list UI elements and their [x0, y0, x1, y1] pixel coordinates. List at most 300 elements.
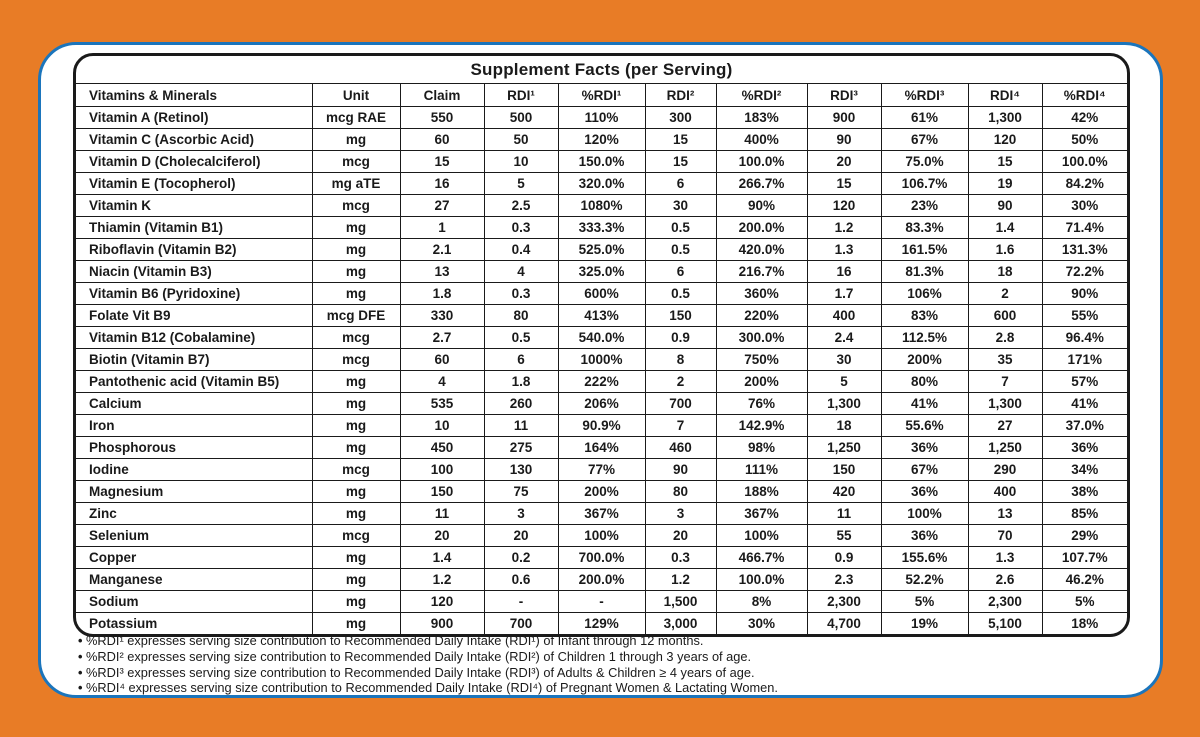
- value-cell: 5%: [881, 591, 968, 613]
- column-header-unit: Unit: [312, 84, 400, 107]
- value-cell: 7: [968, 371, 1042, 393]
- value-cell: 30%: [716, 613, 807, 635]
- nutrient-name-cell: Vitamin K: [76, 195, 312, 217]
- value-cell: 13: [400, 261, 484, 283]
- value-cell: 3,000: [645, 613, 716, 635]
- nutrient-name-cell: Iron: [76, 415, 312, 437]
- value-cell: 1080%: [558, 195, 645, 217]
- value-cell: 3: [645, 503, 716, 525]
- value-cell: 80: [484, 305, 558, 327]
- value-cell: 30: [645, 195, 716, 217]
- value-cell: 42%: [1042, 107, 1127, 129]
- value-cell: 1: [400, 217, 484, 239]
- value-cell: mcg: [312, 349, 400, 371]
- value-cell: 11: [400, 503, 484, 525]
- nutrient-name-cell: Biotin (Vitamin B7): [76, 349, 312, 371]
- value-cell: 400: [807, 305, 881, 327]
- nutrient-name-cell: Copper: [76, 547, 312, 569]
- value-cell: 5: [807, 371, 881, 393]
- value-cell: 1,300: [968, 107, 1042, 129]
- value-cell: 161.5%: [881, 239, 968, 261]
- nutrient-name-cell: Calcium: [76, 393, 312, 415]
- supplement-facts-table-frame: [73, 53, 1130, 637]
- table-row: [76, 591, 1127, 613]
- value-cell: 120: [968, 129, 1042, 151]
- value-cell: 0.2: [484, 547, 558, 569]
- value-cell: 1000%: [558, 349, 645, 371]
- value-cell: mg: [312, 481, 400, 503]
- value-cell: 0.3: [484, 283, 558, 305]
- value-cell: 2.4: [807, 327, 881, 349]
- value-cell: 27: [400, 195, 484, 217]
- footnote-rdi4: • %RDI⁴ expresses serving size contribution to Recommended Daily Intake (RDI⁴) of Pregnant Women & Lactating Women.: [78, 680, 778, 696]
- column-header-claim: Claim: [400, 84, 484, 107]
- nutrient-name-cell: Zinc: [76, 503, 312, 525]
- value-cell: 90.9%: [558, 415, 645, 437]
- value-cell: 55%: [1042, 305, 1127, 327]
- value-cell: 15: [968, 151, 1042, 173]
- column-header-rdi4: RDI⁴: [968, 84, 1042, 107]
- nutrient-name-cell: Selenium: [76, 525, 312, 547]
- value-cell: 100.0%: [1042, 151, 1127, 173]
- value-cell: 41%: [881, 393, 968, 415]
- value-cell: mg: [312, 239, 400, 261]
- value-cell: 200%: [558, 481, 645, 503]
- value-cell: 11: [807, 503, 881, 525]
- value-cell: 333.3%: [558, 217, 645, 239]
- table-title: Supplement Facts (per Serving): [470, 60, 733, 79]
- value-cell: 2.7: [400, 327, 484, 349]
- value-cell: 16: [400, 173, 484, 195]
- value-cell: 142.9%: [716, 415, 807, 437]
- value-cell: 8: [645, 349, 716, 371]
- value-cell: 36%: [881, 437, 968, 459]
- value-cell: 70: [968, 525, 1042, 547]
- value-cell: 155.6%: [881, 547, 968, 569]
- table-row: [76, 217, 1127, 239]
- value-cell: 1.4: [400, 547, 484, 569]
- value-cell: 0.9: [645, 327, 716, 349]
- value-cell: 18%: [1042, 613, 1127, 635]
- value-cell: 85%: [1042, 503, 1127, 525]
- value-cell: 60: [400, 129, 484, 151]
- value-cell: 18: [807, 415, 881, 437]
- value-cell: 106.7%: [881, 173, 968, 195]
- value-cell: 83.3%: [881, 217, 968, 239]
- value-cell: -: [484, 591, 558, 613]
- value-cell: 20: [484, 525, 558, 547]
- value-cell: 183%: [716, 107, 807, 129]
- value-cell: 320.0%: [558, 173, 645, 195]
- value-cell: 37.0%: [1042, 415, 1127, 437]
- value-cell: 700: [484, 613, 558, 635]
- value-cell: 10: [400, 415, 484, 437]
- table-row: [76, 261, 1127, 283]
- value-cell: 5%: [1042, 591, 1127, 613]
- value-cell: 500: [484, 107, 558, 129]
- table-header: [76, 84, 1127, 107]
- value-cell: 16: [807, 261, 881, 283]
- column-header-rdi2: RDI²: [645, 84, 716, 107]
- value-cell: mg: [312, 129, 400, 151]
- value-cell: 36%: [881, 481, 968, 503]
- value-cell: 100%: [716, 525, 807, 547]
- value-cell: 20: [400, 525, 484, 547]
- value-cell: mg: [312, 437, 400, 459]
- nutrient-name-cell: Manganese: [76, 569, 312, 591]
- table-row: [76, 349, 1127, 371]
- value-cell: 1,300: [807, 393, 881, 415]
- value-cell: 30: [807, 349, 881, 371]
- value-cell: 36%: [1042, 437, 1127, 459]
- value-cell: 0.9: [807, 547, 881, 569]
- value-cell: 57%: [1042, 371, 1127, 393]
- footnote-rdi3: • %RDI³ expresses serving size contribution to Recommended Daily Intake (RDI³) of Adults & Children ≥ 4 years of age.: [78, 665, 778, 681]
- value-cell: 100.0%: [716, 151, 807, 173]
- value-cell: 110%: [558, 107, 645, 129]
- value-cell: 535: [400, 393, 484, 415]
- nutrient-name-cell: Potassium: [76, 613, 312, 635]
- nutrient-name-cell: Thiamin (Vitamin B1): [76, 217, 312, 239]
- value-cell: 188%: [716, 481, 807, 503]
- value-cell: mg: [312, 283, 400, 305]
- value-cell: 1.3: [807, 239, 881, 261]
- value-cell: 300: [645, 107, 716, 129]
- value-cell: 6: [645, 261, 716, 283]
- table-row: [76, 151, 1127, 173]
- value-cell: 84.2%: [1042, 173, 1127, 195]
- value-cell: mcg DFE: [312, 305, 400, 327]
- column-header-pct-rdi4: %RDI⁴: [1042, 84, 1127, 107]
- nutrient-name-cell: Niacin (Vitamin B3): [76, 261, 312, 283]
- value-cell: 266.7%: [716, 173, 807, 195]
- footnote-rdi1: • %RDI¹ expresses serving size contribution to Recommended Daily Intake (RDI¹) of Infant through 12 months.: [78, 633, 778, 649]
- value-cell: mcg: [312, 195, 400, 217]
- value-cell: 1,300: [968, 393, 1042, 415]
- value-cell: 67%: [881, 459, 968, 481]
- value-cell: mg: [312, 547, 400, 569]
- value-cell: 1.7: [807, 283, 881, 305]
- nutrient-name-cell: Pantothenic acid (Vitamin B5): [76, 371, 312, 393]
- nutrient-name-cell: Sodium: [76, 591, 312, 613]
- value-cell: 700: [645, 393, 716, 415]
- value-cell: 300.0%: [716, 327, 807, 349]
- value-cell: 4: [484, 261, 558, 283]
- value-cell: 41%: [1042, 393, 1127, 415]
- column-header-rdi1: RDI¹: [484, 84, 558, 107]
- value-cell: mg aTE: [312, 173, 400, 195]
- value-cell: 1.4: [968, 217, 1042, 239]
- table-row: [76, 195, 1127, 217]
- value-cell: 1.8: [484, 371, 558, 393]
- nutrient-name-cell: Phosphorous: [76, 437, 312, 459]
- column-header-pct-rdi2: %RDI²: [716, 84, 807, 107]
- value-cell: 275: [484, 437, 558, 459]
- value-cell: 4,700: [807, 613, 881, 635]
- table-body: [76, 107, 1127, 635]
- value-cell: 13: [968, 503, 1042, 525]
- value-cell: 0.5: [484, 327, 558, 349]
- value-cell: mg: [312, 393, 400, 415]
- value-cell: 81.3%: [881, 261, 968, 283]
- value-cell: 330: [400, 305, 484, 327]
- value-cell: 90: [645, 459, 716, 481]
- value-cell: 200%: [716, 371, 807, 393]
- value-cell: 15: [645, 129, 716, 151]
- nutrient-name-cell: Vitamin C (Ascorbic Acid): [76, 129, 312, 151]
- table-row: [76, 283, 1127, 305]
- value-cell: mg: [312, 503, 400, 525]
- value-cell: 164%: [558, 437, 645, 459]
- value-cell: 420.0%: [716, 239, 807, 261]
- column-header-vitamins-minerals: Vitamins & Minerals: [76, 84, 312, 107]
- value-cell: 150: [400, 481, 484, 503]
- value-cell: 35: [968, 349, 1042, 371]
- value-cell: 220%: [716, 305, 807, 327]
- value-cell: 222%: [558, 371, 645, 393]
- value-cell: 15: [807, 173, 881, 195]
- value-cell: 2.8: [968, 327, 1042, 349]
- value-cell: 50: [484, 129, 558, 151]
- value-cell: 106%: [881, 283, 968, 305]
- value-cell: 600: [968, 305, 1042, 327]
- value-cell: 420: [807, 481, 881, 503]
- value-cell: 38%: [1042, 481, 1127, 503]
- value-cell: 200.0%: [716, 217, 807, 239]
- value-cell: 67%: [881, 129, 968, 151]
- table-row: [76, 459, 1127, 481]
- table-row: [76, 547, 1127, 569]
- supplement-facts-table: [76, 83, 1127, 634]
- value-cell: 6: [484, 349, 558, 371]
- value-cell: 1.3: [968, 547, 1042, 569]
- value-cell: 600%: [558, 283, 645, 305]
- value-cell: 7: [645, 415, 716, 437]
- nutrient-name-cell: Vitamin A (Retinol): [76, 107, 312, 129]
- table-row: [76, 525, 1127, 547]
- value-cell: 52.2%: [881, 569, 968, 591]
- value-cell: 98%: [716, 437, 807, 459]
- value-cell: 2.1: [400, 239, 484, 261]
- nutrient-name-cell: Vitamin D (Cholecalciferol): [76, 151, 312, 173]
- value-cell: 72.2%: [1042, 261, 1127, 283]
- value-cell: 0.3: [484, 217, 558, 239]
- value-cell: 400: [968, 481, 1042, 503]
- value-cell: 20: [807, 151, 881, 173]
- value-cell: 15: [400, 151, 484, 173]
- table-row: [76, 437, 1127, 459]
- nutrient-name-cell: Vitamin E (Tocopherol): [76, 173, 312, 195]
- value-cell: 0.6: [484, 569, 558, 591]
- value-cell: 1,500: [645, 591, 716, 613]
- nutrient-name-cell: Vitamin B12 (Cobalamine): [76, 327, 312, 349]
- value-cell: 6: [645, 173, 716, 195]
- value-cell: 1.8: [400, 283, 484, 305]
- value-cell: 900: [807, 107, 881, 129]
- value-cell: 466.7%: [716, 547, 807, 569]
- value-cell: 30%: [1042, 195, 1127, 217]
- value-cell: 75: [484, 481, 558, 503]
- value-cell: mg: [312, 591, 400, 613]
- nutrient-name-cell: Riboflavin (Vitamin B2): [76, 239, 312, 261]
- value-cell: 200.0%: [558, 569, 645, 591]
- table-row: [76, 569, 1127, 591]
- value-cell: mg: [312, 613, 400, 635]
- value-cell: 400%: [716, 129, 807, 151]
- value-cell: 0.3: [645, 547, 716, 569]
- value-cell: 100.0%: [716, 569, 807, 591]
- table-row: [76, 173, 1127, 195]
- value-cell: 90%: [1042, 283, 1127, 305]
- value-cell: 34%: [1042, 459, 1127, 481]
- value-cell: 90: [968, 195, 1042, 217]
- value-cell: 129%: [558, 613, 645, 635]
- value-cell: 100%: [558, 525, 645, 547]
- value-cell: 20: [645, 525, 716, 547]
- value-cell: 150: [807, 459, 881, 481]
- value-cell: 4: [400, 371, 484, 393]
- value-cell: 90%: [716, 195, 807, 217]
- value-cell: 450: [400, 437, 484, 459]
- value-cell: -: [558, 591, 645, 613]
- value-cell: 76%: [716, 393, 807, 415]
- value-cell: 0.5: [645, 239, 716, 261]
- value-cell: 75.0%: [881, 151, 968, 173]
- value-cell: 1.6: [968, 239, 1042, 261]
- value-cell: 171%: [1042, 349, 1127, 371]
- value-cell: 367%: [716, 503, 807, 525]
- header-row: [76, 84, 1127, 107]
- value-cell: 120%: [558, 129, 645, 151]
- value-cell: 77%: [558, 459, 645, 481]
- value-cell: 2: [968, 283, 1042, 305]
- value-cell: 80%: [881, 371, 968, 393]
- supplement-facts-card: [38, 42, 1163, 698]
- value-cell: 2,300: [968, 591, 1042, 613]
- value-cell: 413%: [558, 305, 645, 327]
- value-cell: 96.4%: [1042, 327, 1127, 349]
- value-cell: 120: [807, 195, 881, 217]
- table-row: [76, 613, 1127, 635]
- value-cell: mg: [312, 371, 400, 393]
- column-header-pct-rdi3: %RDI³: [881, 84, 968, 107]
- value-cell: 107.7%: [1042, 547, 1127, 569]
- value-cell: 15: [645, 151, 716, 173]
- value-cell: mcg RAE: [312, 107, 400, 129]
- value-cell: 260: [484, 393, 558, 415]
- value-cell: 100: [400, 459, 484, 481]
- value-cell: 11: [484, 415, 558, 437]
- column-header-rdi3: RDI³: [807, 84, 881, 107]
- nutrient-name-cell: Folate Vit B9: [76, 305, 312, 327]
- value-cell: 46.2%: [1042, 569, 1127, 591]
- value-cell: 60: [400, 349, 484, 371]
- value-cell: 130: [484, 459, 558, 481]
- value-cell: 80: [645, 481, 716, 503]
- value-cell: 131.3%: [1042, 239, 1127, 261]
- value-cell: 0.4: [484, 239, 558, 261]
- value-cell: 150: [645, 305, 716, 327]
- value-cell: 460: [645, 437, 716, 459]
- value-cell: 36%: [881, 525, 968, 547]
- value-cell: 18: [968, 261, 1042, 283]
- value-cell: 83%: [881, 305, 968, 327]
- value-cell: 120: [400, 591, 484, 613]
- value-cell: 150.0%: [558, 151, 645, 173]
- value-cell: 325.0%: [558, 261, 645, 283]
- value-cell: 0.5: [645, 283, 716, 305]
- value-cell: mcg: [312, 459, 400, 481]
- value-cell: mg: [312, 415, 400, 437]
- value-cell: 1.2: [400, 569, 484, 591]
- value-cell: 111%: [716, 459, 807, 481]
- value-cell: 2: [645, 371, 716, 393]
- value-cell: 5,100: [968, 613, 1042, 635]
- value-cell: 540.0%: [558, 327, 645, 349]
- value-cell: 10: [484, 151, 558, 173]
- table-row: [76, 327, 1127, 349]
- value-cell: 55: [807, 525, 881, 547]
- value-cell: 27: [968, 415, 1042, 437]
- footnotes: [78, 633, 778, 696]
- value-cell: 525.0%: [558, 239, 645, 261]
- value-cell: 360%: [716, 283, 807, 305]
- value-cell: 550: [400, 107, 484, 129]
- value-cell: mcg: [312, 327, 400, 349]
- value-cell: 2,300: [807, 591, 881, 613]
- value-cell: 2.6: [968, 569, 1042, 591]
- value-cell: 29%: [1042, 525, 1127, 547]
- value-cell: 19%: [881, 613, 968, 635]
- column-header-pct-rdi1: %RDI¹: [558, 84, 645, 107]
- value-cell: mg: [312, 261, 400, 283]
- table-row: [76, 239, 1127, 261]
- value-cell: 216.7%: [716, 261, 807, 283]
- value-cell: 23%: [881, 195, 968, 217]
- value-cell: 100%: [881, 503, 968, 525]
- value-cell: 3: [484, 503, 558, 525]
- table-row: [76, 129, 1127, 151]
- value-cell: 90: [807, 129, 881, 151]
- value-cell: 1,250: [968, 437, 1042, 459]
- value-cell: 61%: [881, 107, 968, 129]
- table-row: [76, 305, 1127, 327]
- value-cell: mcg: [312, 151, 400, 173]
- value-cell: 367%: [558, 503, 645, 525]
- value-cell: 2.3: [807, 569, 881, 591]
- value-cell: 5: [484, 173, 558, 195]
- footnote-rdi2: • %RDI² expresses serving size contribution to Recommended Daily Intake (RDI²) of Children 1 through 3 years of age.: [78, 649, 778, 665]
- value-cell: 1.2: [645, 569, 716, 591]
- value-cell: 750%: [716, 349, 807, 371]
- value-cell: 0.5: [645, 217, 716, 239]
- nutrient-name-cell: Iodine: [76, 459, 312, 481]
- value-cell: 2.5: [484, 195, 558, 217]
- value-cell: 112.5%: [881, 327, 968, 349]
- value-cell: 1.2: [807, 217, 881, 239]
- table-row: [76, 107, 1127, 129]
- value-cell: 1,250: [807, 437, 881, 459]
- table-row: [76, 503, 1127, 525]
- value-cell: 700.0%: [558, 547, 645, 569]
- value-cell: 200%: [881, 349, 968, 371]
- value-cell: 8%: [716, 591, 807, 613]
- value-cell: 71.4%: [1042, 217, 1127, 239]
- nutrient-name-cell: Vitamin B6 (Pyridoxine): [76, 283, 312, 305]
- nutrient-name-cell: Magnesium: [76, 481, 312, 503]
- value-cell: mg: [312, 569, 400, 591]
- table-row: [76, 415, 1127, 437]
